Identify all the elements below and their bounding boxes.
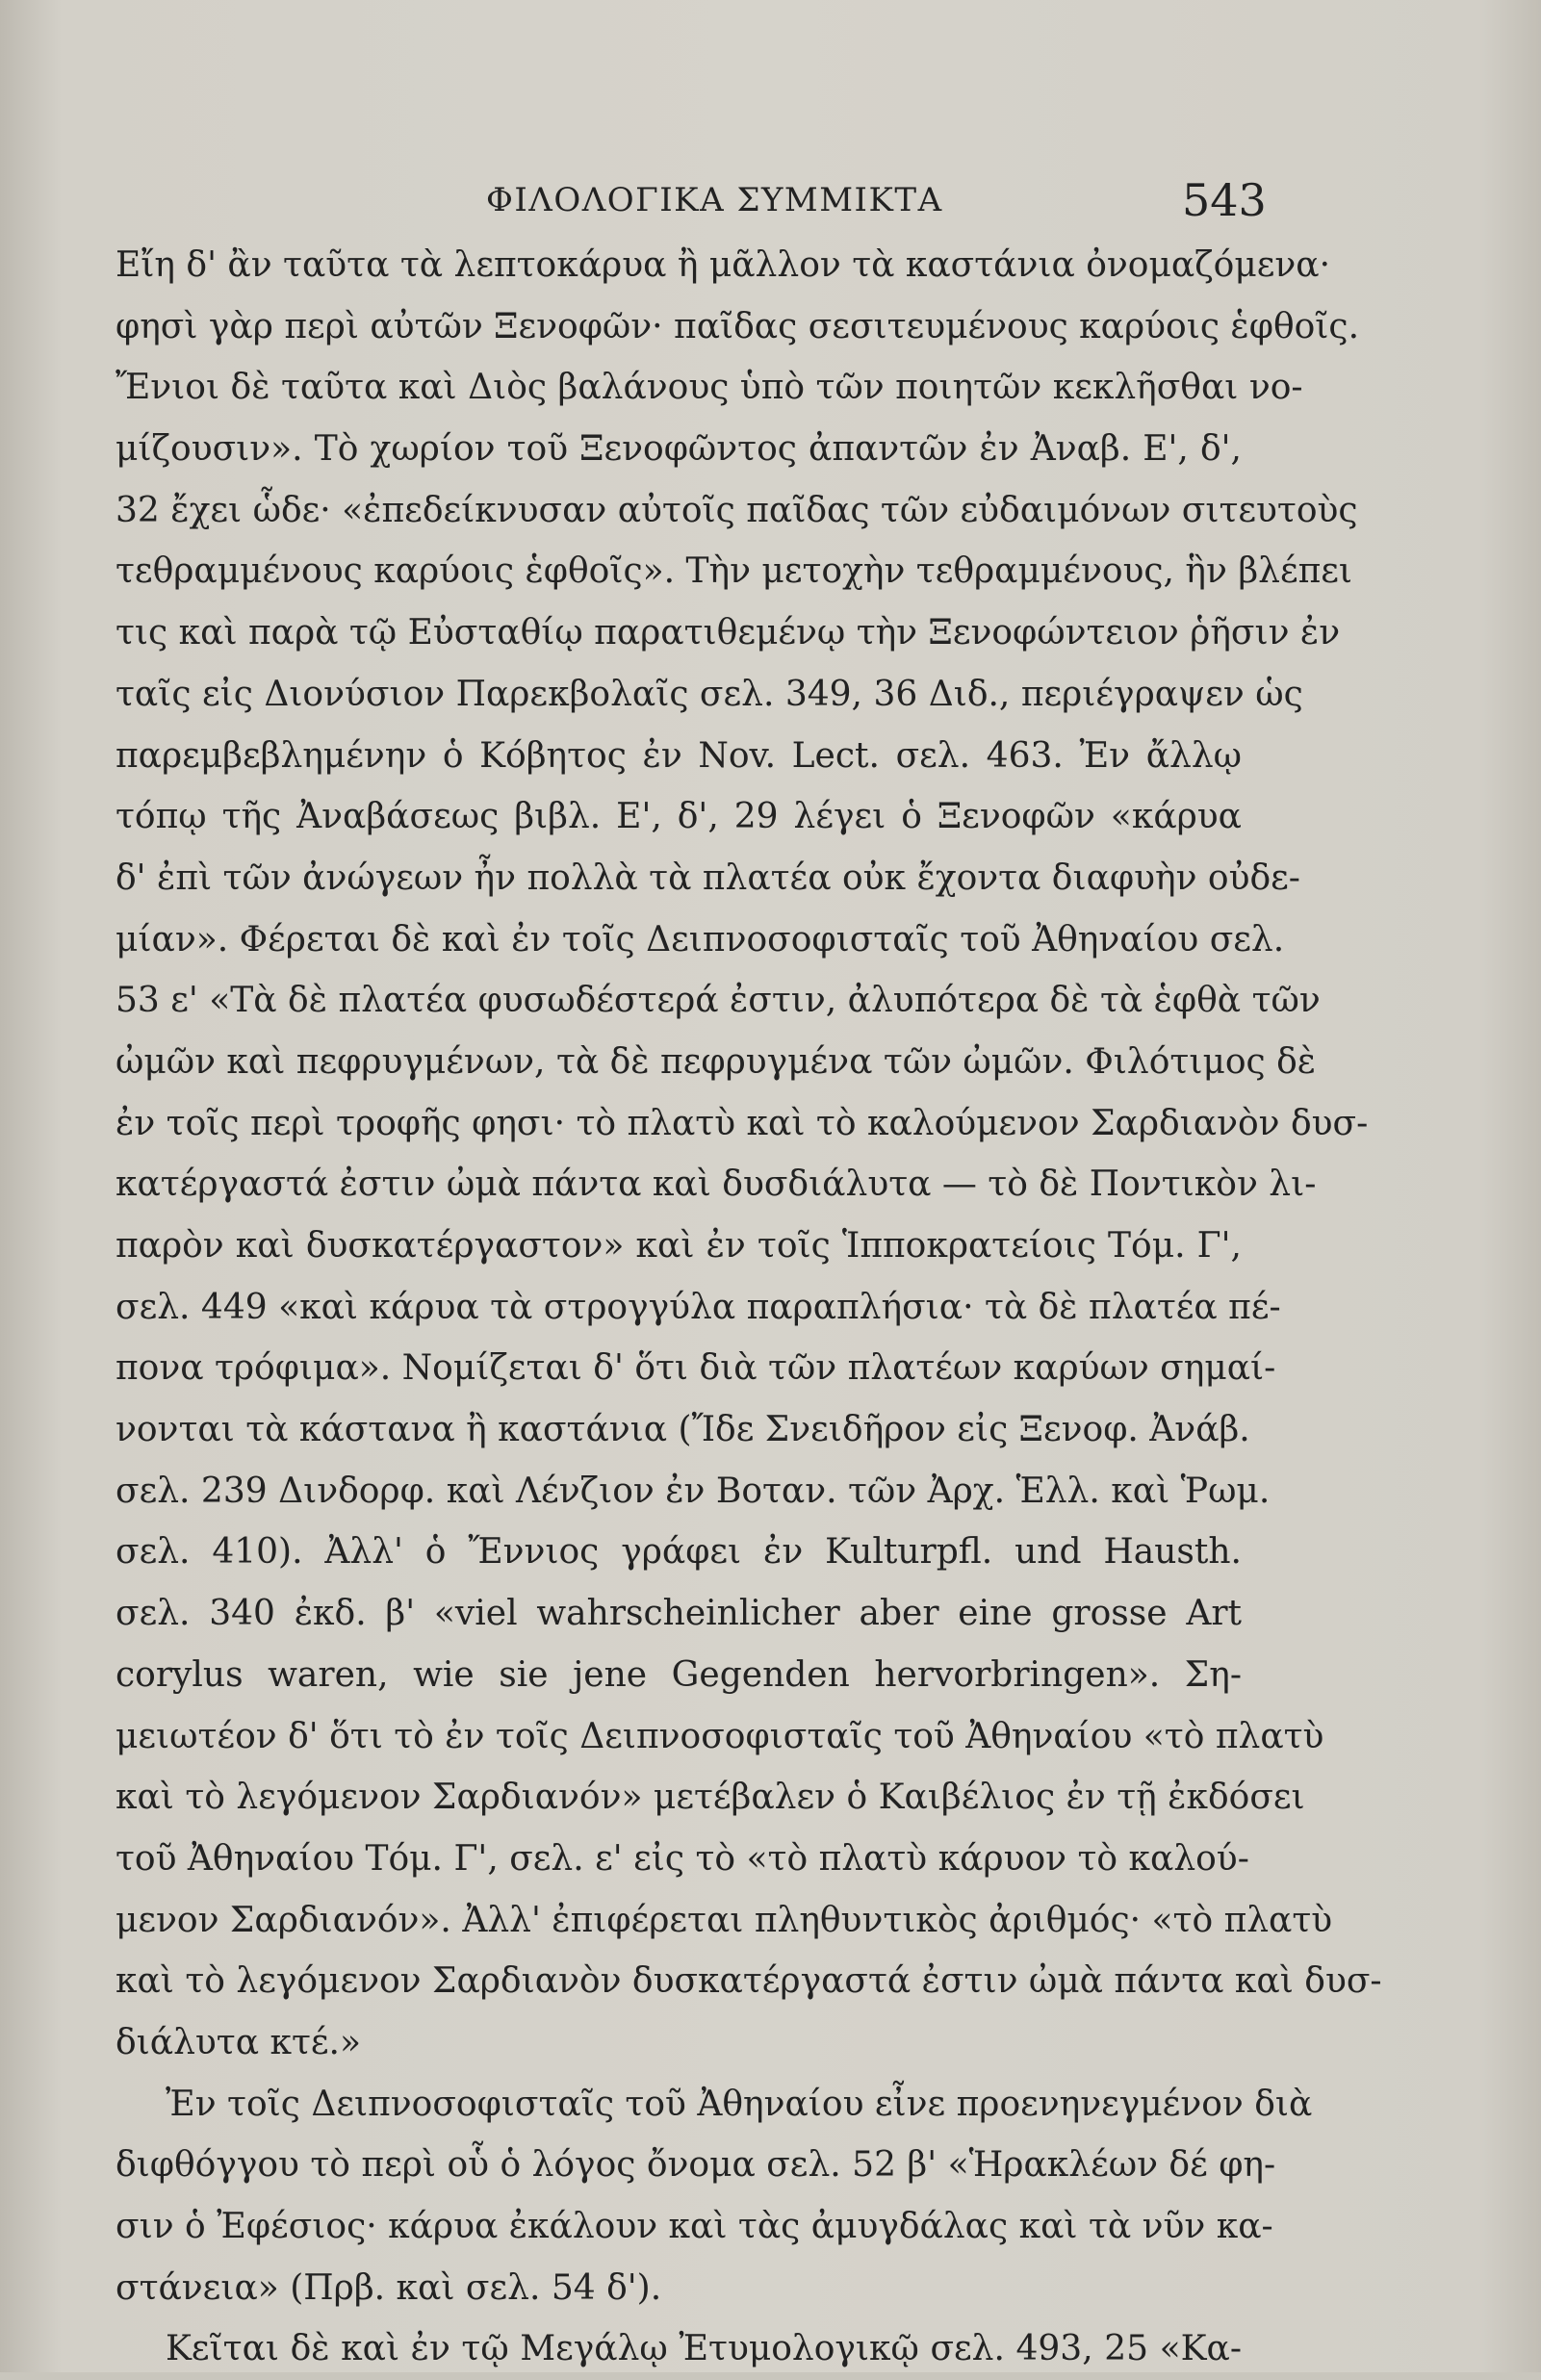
running-title: ΦΙΛΟΛΟΓΙΚΑ ΣΥΜΜΙΚΤΑ xyxy=(486,181,943,219)
text-line: σελ. 410). Ἀλλ' ὁ Ἔννιος γράφει ἐν Kulturpfl. und Hausth. xyxy=(116,1532,1242,1573)
text-line: μενον Σαρδιανόν». Ἀλλ' ἐπιφέρεται πληθυντικὸς ἀριθμός· «τὸ πλατὺ xyxy=(116,1900,1333,1940)
text-line: διφθόγγου τὸ περὶ οὗ ὁ λόγος ὄνομα σελ. 52 β' «Ἡρακλέων δέ φη- xyxy=(116,2145,1276,2186)
page-header xyxy=(0,171,1541,229)
text-line: νονται τὰ κάστανα ἢ καστάνια (Ἴδε Σνειδῆρον εἰς Ξενοφ. Ἀνάβ. xyxy=(116,1410,1250,1450)
text-line: Ἐν τοῖς Δειπνοσοφισταῖς τοῦ Ἀθηναίου εἶνε προενηνεγμένον διὰ xyxy=(166,2084,1313,2124)
text-line: 32 ἔχει ὧδε· «ἐπεδείκνυσαν αὐτοῖς παῖδας τῶν εὐδαιμόνων σιτευτοὺς xyxy=(116,490,1358,530)
page-number: 543 xyxy=(1182,174,1267,226)
text-line: σελ. 239 Δινδορφ. καὶ Λένζιον ἐν Βοταν. τῶν Ἀρχ. Ἑλλ. καὶ Ῥωμ. xyxy=(116,1471,1271,1511)
text-line: μειωτέον δ' ὅτι τὸ ἐν τοῖς Δειπνοσοφισταῖς τοῦ Ἀθηναίου «τὸ πλατὺ xyxy=(116,1716,1324,1756)
text-line: 53 ε' «Τὰ δὲ πλατέα φυσωδέστερά ἐστιν, ἀλυπότερα δὲ τὰ ἑφθὰ τῶν xyxy=(116,981,1321,1021)
text-line: σελ. 449 «καὶ κάρυα τὰ στρογγύλα παραπλήσια· τὰ δὲ πλατέα πέ- xyxy=(116,1287,1281,1327)
text-line: μίζουσιν». Τὸ χωρίον τοῦ Ξενοφῶντος ἀπαντῶν ἐν Ἀναβ. Ε', δ', xyxy=(116,429,1242,470)
text-line: καὶ τὸ λεγόμενον Σαρδιανόν» μετέβαλεν ὁ Καιβέλιος ἐν τῇ ἐκδόσει xyxy=(116,1778,1305,1818)
text-line: δ' ἐπὶ τῶν ἀνώγεων ἦν πολλὰ τὰ πλατέα οὐκ ἔχοντα διαφυὴν οὐδε- xyxy=(116,857,1300,898)
text-line: σιν ὁ Ἐφέσιος· κάρυα ἐκάλουν καὶ τὰς ἀμυγδάλας καὶ τὰ νῦν κα- xyxy=(116,2207,1273,2246)
body-text xyxy=(116,235,1382,2369)
text-line: Κεῖται δὲ καὶ ἐν τῷ Μεγάλῳ Ἐτυμολογικῷ σελ. 493, 25 «Κα- xyxy=(166,2329,1242,2369)
text-line: Εἴη δ' ἂν ταῦτα τὰ λεπτοκάρυα ἢ μᾶλλον τὰ καστάνια ὀνομαζόμενα· xyxy=(116,245,1331,285)
text-line: ταῖς εἰς Διονύσιον Παρεκβολαῖς σελ. 349, 36 Διδ., περιέγραψεν ὡς xyxy=(116,674,1303,714)
text-line: ὠμῶν καὶ πεφρυγμένων, τὰ δὲ πεφρυγμένα τῶν ὠμῶν. Φιλότιμος δὲ xyxy=(116,1041,1317,1082)
text-line: παρεμβεβλημένην ὁ Κόβητος ἐν Nov. Lect. σελ. 463. Ἐν ἄλλῳ xyxy=(116,735,1242,776)
text-line: μίαν». Φέρεται δὲ καὶ ἐν τοῖς Δειπνοσοφισταῖς τοῦ Ἀθηναίου σελ. xyxy=(116,919,1285,960)
text-line: διάλυτα κτέ.» xyxy=(116,2022,362,2062)
text-line: παρὸν καὶ δυσκατέργαστον» καὶ ἐν τοῖς Ἱπποκρατείοις Τόμ. Γ', xyxy=(116,1226,1242,1266)
text-line: κατέργαστά ἐστιν ὠμὰ πάντα καὶ δυσδιάλυτα — τὸ δὲ Ποντικὸν λι- xyxy=(116,1164,1317,1205)
text-line: καὶ τὸ λεγόμενον Σαρδιανὸν δυσκατέργαστά ἐστιν ὠμὰ πάντα καὶ δυσ- xyxy=(116,1961,1382,2002)
text-line: τοῦ Ἀθηναίου Τόμ. Γ', σελ. ε' εἰς τὸ «τὸ πλατὺ κάρυον τὸ καλού- xyxy=(116,1838,1249,1879)
text-line: τόπῳ τῆς Ἀναβάσεως βιβλ. Ε', δ', 29 λέγει ὁ Ξενοφῶν «κάρυα xyxy=(116,797,1242,837)
text-line: πονα τρόφιμα». Νομίζεται δ' ὅτι διὰ τῶν πλατέων καρύων σημαί- xyxy=(116,1348,1276,1389)
text-line: στάνεια» (Πρβ. καὶ σελ. 54 δ'). xyxy=(116,2267,662,2308)
text-line: ἐν τοῖς περὶ τροφῆς φησι· τὸ πλατὺ καὶ τὸ καλούμενον Σαρδιανὸν δυσ- xyxy=(116,1103,1369,1143)
text-line: corylus waren, wie sie jene Gegenden hervorbringen». Ση- xyxy=(116,1654,1242,1695)
text-line: τις καὶ παρὰ τῷ Εὐσταθίῳ παρατιθεμένῳ τὴν Ξενοφώντειον ῥῆσιν ἐν xyxy=(116,613,1341,653)
text-line: φησὶ γὰρ περὶ αὐτῶν Ξενοφῶν· παῖδας σεσιτευμένους καρύοις ἑφθοῖς. xyxy=(116,306,1360,346)
text-line: σελ. 340 ἐκδ. β' «viel wahrscheinlicher aber eine grosse Art xyxy=(116,1594,1242,1634)
text-line: τεθραμμένους καρύοις ἑφθοῖς». Τὴν μετοχὴν τεθραμμένους, ἣν βλέπει xyxy=(116,551,1353,592)
text-line: Ἔνιοι δὲ ταῦτα καὶ Διὸς βαλάνους ὑπὸ τῶν ποιητῶν κεκλῆσθαι νο- xyxy=(116,368,1303,408)
